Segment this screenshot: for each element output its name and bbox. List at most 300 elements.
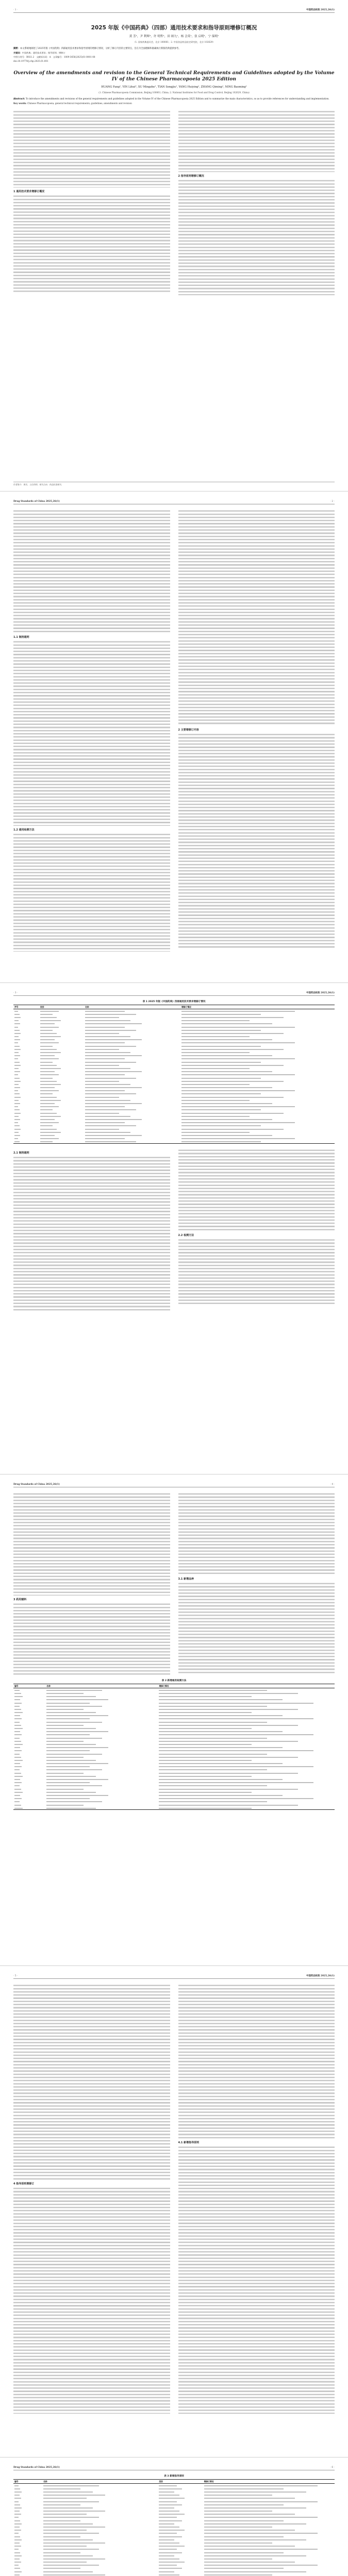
body-text-block: [178, 1149, 335, 1231]
page-number: · 4 ·: [330, 1483, 335, 1486]
text-placeholder: [14, 1728, 23, 1729]
section-heading: 2.1 制剂通则: [13, 1151, 29, 1155]
text-placeholder: [40, 1017, 57, 1018]
text-placeholder: [46, 1792, 96, 1793]
table-row: [13, 2516, 335, 2519]
table-title: 表 3 新增指导原则: [164, 2475, 184, 2478]
text-placeholder: [14, 1036, 19, 1037]
text-placeholder: [40, 1049, 57, 1050]
keywords-label: 关键词：: [13, 52, 22, 55]
text-placeholder: [85, 1097, 119, 1098]
text-placeholder: [14, 1706, 20, 1707]
text-placeholder: [14, 1100, 19, 1101]
table-cell: [203, 2516, 335, 2519]
body-text-block: [178, 1493, 335, 1575]
table-row: [13, 2564, 335, 2567]
text-placeholder: [40, 1036, 61, 1037]
text-placeholder: [204, 2485, 318, 2486]
text-placeholder: [14, 2511, 20, 2512]
text-placeholder: [85, 1062, 136, 1063]
text-placeholder: [40, 1125, 53, 1126]
table-cell: [13, 1688, 45, 1692]
text-placeholder: [14, 1116, 19, 1117]
text-placeholder: [159, 1731, 283, 1732]
text-placeholder: [204, 2492, 306, 2493]
text-placeholder: [14, 1712, 23, 1713]
english-authors: HUANG Fang¹, YIN Lihui², XU Mingzhe¹, TIAN Songjiu¹, YANG Huiying¹, ZHANG Qiming¹, NING Baoming¹: [101, 86, 247, 89]
text-placeholder: [85, 1052, 130, 1053]
text-placeholder: [46, 1754, 102, 1755]
text-placeholder: [14, 1119, 20, 1120]
text-placeholder: [159, 2565, 177, 2566]
text-placeholder: [159, 2549, 177, 2550]
text-placeholder: [181, 1090, 295, 1091]
text-placeholder: [14, 1792, 23, 1793]
text-placeholder: [14, 1055, 20, 1056]
text-placeholder: [14, 2549, 19, 2550]
text-placeholder: [14, 2488, 20, 2489]
table-cell: [45, 1806, 158, 1810]
running-header: [13, 990, 335, 996]
text-placeholder: [85, 1113, 119, 1114]
text-placeholder: [46, 1789, 84, 1790]
text-placeholder: [40, 1055, 55, 1056]
text-placeholder: [159, 1766, 313, 1767]
text-placeholder: [14, 1760, 23, 1761]
text-placeholder: [159, 2485, 177, 2486]
text-placeholder: [159, 1776, 252, 1777]
text-placeholder: [46, 1699, 108, 1700]
text-placeholder: [204, 2511, 272, 2512]
footnote: 作者简介：黄芳，主任药师；研究方向：药品标准研究: [13, 482, 335, 486]
table-row: [13, 2506, 335, 2509]
text-placeholder: [159, 1795, 283, 1796]
text-placeholder: [14, 1776, 23, 1777]
text-placeholder: [43, 2498, 87, 2499]
text-placeholder: [181, 1068, 250, 1069]
text-placeholder: [85, 1106, 125, 1107]
text-placeholder: [14, 1049, 21, 1050]
table-row: [13, 2497, 335, 2500]
text-placeholder: [40, 1087, 55, 1088]
text-placeholder: [159, 2517, 177, 2518]
text-placeholder: [14, 2498, 21, 2499]
text-placeholder: [43, 2549, 99, 2550]
text-placeholder: [159, 2536, 182, 2537]
text-placeholder: [181, 1023, 272, 1024]
text-placeholder: [14, 1046, 20, 1047]
text-placeholder: [14, 1709, 21, 1710]
table-cell: [158, 2484, 203, 2487]
text-placeholder: [14, 1129, 21, 1130]
text-placeholder: [14, 1097, 21, 1098]
text-placeholder: [46, 1744, 96, 1745]
text-placeholder: [159, 1725, 298, 1726]
text-placeholder: [159, 2562, 185, 2563]
body-columns: [13, 1984, 335, 2414]
text-placeholder: [85, 1049, 119, 1050]
text-placeholder: [204, 2574, 272, 2575]
body-text-block: [178, 179, 335, 295]
text-placeholder: [14, 1750, 22, 1751]
text-placeholder: [159, 1693, 298, 1694]
text-placeholder: [14, 2520, 20, 2521]
running-header: [13, 1973, 335, 1979]
text-placeholder: [14, 2527, 20, 2528]
text-placeholder: [181, 1125, 261, 1126]
table-row: [13, 1806, 335, 1810]
text-placeholder: [85, 1090, 125, 1091]
text-placeholder: [85, 1011, 125, 1012]
text-placeholder: [159, 2558, 179, 2560]
text-placeholder: [159, 2488, 182, 2489]
text-placeholder: [204, 2488, 284, 2489]
text-placeholder: [181, 1049, 284, 1050]
text-placeholder: [14, 2533, 19, 2534]
text-placeholder: [14, 1020, 19, 1021]
text-placeholder: [46, 1757, 84, 1758]
text-placeholder: [14, 1718, 22, 1719]
text-placeholder: [46, 1718, 90, 1719]
text-placeholder: [181, 1058, 295, 1059]
text-placeholder: [181, 1138, 295, 1139]
text-placeholder: [46, 1782, 90, 1783]
text-placeholder: [14, 1715, 20, 1716]
text-placeholder: [181, 1052, 250, 1053]
text-placeholder: [43, 2511, 105, 2512]
text-placeholder: [181, 1042, 295, 1043]
text-placeholder: [204, 2501, 318, 2502]
text-placeholder: [181, 1030, 261, 1031]
journal-issue: 中国药品标准 2025,26(1): [306, 992, 335, 994]
text-placeholder: [14, 1017, 21, 1018]
table-row: [13, 2561, 335, 2564]
text-placeholder: [14, 1789, 21, 1790]
text-placeholder: [46, 1766, 90, 1767]
text-placeholder: [14, 2558, 20, 2560]
section-heading: 1.2 通用检测方法: [13, 828, 35, 832]
text-placeholder: [14, 2507, 22, 2509]
table-cell: [203, 2573, 335, 2576]
table-cell: [158, 1765, 335, 1768]
table-row: [13, 2522, 335, 2525]
text-placeholder: [159, 2501, 177, 2502]
text-placeholder: [43, 2558, 105, 2560]
body-text-block: [13, 110, 170, 188]
text-placeholder: [46, 1690, 102, 1691]
table-header: 名称: [45, 1684, 158, 1688]
text-placeholder: [40, 1078, 53, 1079]
table-cell: [203, 2532, 335, 2535]
text-placeholder: [14, 1741, 21, 1742]
text-placeholder: [181, 1011, 295, 1012]
text-placeholder: [14, 1725, 21, 1726]
text-placeholder: [85, 1125, 136, 1126]
table-header: 名称: [42, 2480, 158, 2484]
body-text-block: [13, 1156, 170, 1311]
text-placeholder: [159, 2492, 174, 2493]
text-placeholder: [46, 1709, 84, 1710]
text-placeholder: [14, 2543, 20, 2544]
text-placeholder: [14, 2523, 22, 2524]
text-placeholder: [46, 1763, 108, 1764]
table-row: [13, 1723, 335, 1726]
text-placeholder: [14, 1734, 22, 1735]
text-placeholder: [46, 1750, 90, 1751]
text-placeholder: [181, 1093, 261, 1094]
text-placeholder: [181, 1141, 261, 1142]
text-placeholder: [40, 1138, 59, 1139]
text-placeholder: [14, 1065, 21, 1066]
abstract-label: 摘要：: [13, 47, 20, 50]
text-placeholder: [204, 2527, 272, 2528]
text-placeholder: [85, 1030, 136, 1031]
text-placeholder: [85, 1087, 142, 1088]
text-placeholder: [14, 1690, 20, 1691]
text-placeholder: [40, 1129, 57, 1130]
section-heading: 4.1 新增指导原则: [178, 2141, 200, 2144]
text-placeholder: [85, 1093, 136, 1094]
right-column: [178, 1149, 335, 1311]
text-placeholder: [85, 1141, 136, 1142]
text-placeholder: [46, 1734, 90, 1735]
table-header: 类别: [39, 1005, 84, 1009]
text-placeholder: [46, 1731, 108, 1732]
text-placeholder: [181, 1027, 295, 1028]
text-placeholder: [85, 1119, 142, 1120]
text-placeholder: [14, 1763, 20, 1764]
text-placeholder: [14, 1078, 20, 1079]
text-placeholder: [159, 2533, 177, 2534]
text-placeholder: [14, 1074, 18, 1075]
text-placeholder: [43, 2523, 93, 2524]
text-placeholder: [181, 1017, 284, 1018]
data-table: [13, 1005, 335, 1144]
text-placeholder: [159, 1769, 267, 1770]
text-placeholder: [159, 1744, 252, 1745]
body-text-block: [178, 110, 335, 172]
text-placeholder: [14, 1773, 21, 1774]
text-placeholder: [43, 2568, 80, 2569]
section-heading: 1 通用技术要求增修订概况: [13, 190, 45, 194]
text-placeholder: [159, 1785, 267, 1786]
text-placeholder: [14, 1093, 20, 1094]
table-row: [13, 2570, 335, 2573]
text-placeholder: [46, 1808, 96, 1809]
table-cell: [158, 1688, 335, 1692]
english-title: Overview of the amendments and revision to the General Technical Requirements and Guidelines adopted by the Volume IV of the Chinese Pharmacopoeia 2025 Edition: [13, 70, 335, 82]
text-placeholder: [14, 1769, 20, 1770]
text-placeholder: [204, 2539, 306, 2540]
text-placeholder: [159, 1805, 298, 1806]
text-placeholder: [43, 2555, 93, 2556]
text-placeholder: [46, 1696, 96, 1697]
text-placeholder: [181, 1074, 295, 1075]
page-number: · 3 ·: [13, 991, 18, 994]
page-3: [0, 983, 348, 1475]
text-placeholder: [204, 2507, 306, 2509]
text-placeholder: [14, 2485, 19, 2486]
text-placeholder: [40, 1103, 55, 1104]
text-placeholder: [14, 1087, 20, 1088]
page-number: · 5 ·: [13, 1974, 18, 1977]
section-heading: 3 药用辅料: [13, 1598, 27, 1601]
table-row: [13, 1707, 335, 1710]
text-placeholder: [159, 1757, 298, 1758]
text-placeholder: [46, 1738, 102, 1739]
text-placeholder: [85, 1081, 119, 1082]
text-placeholder: [14, 1766, 22, 1767]
text-placeholder: [14, 1757, 21, 1758]
text-placeholder: [46, 1747, 108, 1748]
text-placeholder: [43, 2574, 105, 2575]
text-placeholder: [43, 2539, 93, 2540]
text-placeholder: [204, 2498, 295, 2499]
keywords: [13, 52, 335, 55]
text-placeholder: [46, 1703, 90, 1704]
text-placeholder: [85, 1129, 119, 1130]
text-placeholder: [14, 1125, 20, 1126]
page-number: · 1 ·: [13, 8, 18, 11]
table-row: [13, 1733, 335, 1736]
text-placeholder: [14, 1744, 23, 1745]
text-placeholder: [204, 2520, 284, 2521]
text-placeholder: [159, 2504, 182, 2505]
text-placeholder: [43, 2562, 87, 2563]
table-cell: [13, 2573, 42, 2576]
text-placeholder: [181, 1100, 250, 1101]
text-placeholder: [43, 2495, 105, 2496]
table-cell: [158, 1717, 335, 1720]
text-placeholder: [181, 1046, 261, 1047]
text-placeholder: [159, 1763, 283, 1764]
text-placeholder: [43, 2533, 99, 2534]
text-placeholder: [204, 2504, 284, 2505]
text-placeholder: [181, 1106, 295, 1107]
text-placeholder: [181, 1062, 261, 1063]
text-placeholder: [40, 1113, 57, 1114]
text-placeholder: [159, 1754, 267, 1755]
journal-issue: 中国药品标准 2025,26(1): [306, 9, 335, 11]
text-placeholder: [85, 1078, 136, 1079]
text-placeholder: [14, 1132, 19, 1133]
text-placeholder: [204, 2549, 318, 2550]
body-text-block: [13, 195, 170, 293]
text-placeholder: [14, 1795, 20, 1796]
table-cell: [158, 1701, 335, 1704]
article-authors: 黄 芳¹，尹 利辉²，许 明哲¹，田 颂九¹，杨 会英¹，张 启明¹，宁 保明¹: [129, 35, 219, 38]
text-placeholder: [40, 1033, 57, 1034]
text-placeholder: [40, 1039, 55, 1040]
text-placeholder: [40, 1065, 57, 1066]
text-placeholder: [46, 1773, 84, 1774]
text-placeholder: [204, 2523, 306, 2524]
journal-issue: Drug Standards of China 2025,26(1): [13, 500, 60, 503]
text-placeholder: [43, 2507, 93, 2509]
table-row: [13, 2573, 335, 2576]
page-5: [0, 1966, 348, 2458]
body-text-block: [13, 1984, 170, 2180]
table-header: 编号: [13, 2480, 42, 2484]
table-cell: [203, 2500, 335, 2503]
text-placeholder: [181, 1103, 272, 1104]
english-keywords-label: Key words:: [13, 102, 27, 105]
text-placeholder: [159, 2546, 185, 2547]
table-cell: [13, 1009, 39, 1013]
text-placeholder: [159, 2571, 174, 2572]
section-heading: 2.2 检测方法: [178, 1233, 194, 1237]
table-title: 表 1 2025 年版《中国药典》四部通用技术要求增修订情况: [142, 1001, 206, 1003]
text-placeholder: [14, 2536, 20, 2537]
text-placeholder: [14, 1052, 19, 1053]
doi: doi:10.19778/j.chp.2025.01.001: [13, 60, 48, 63]
text-placeholder: [14, 1113, 21, 1114]
text-placeholder: [14, 1081, 21, 1082]
text-placeholder: [40, 1116, 61, 1117]
text-placeholder: [159, 1738, 267, 1739]
text-placeholder: [181, 1097, 284, 1098]
table-row: [13, 1749, 335, 1752]
text-placeholder: [14, 2568, 20, 2569]
text-placeholder: [43, 2543, 105, 2544]
table-cell: [84, 1009, 180, 1013]
text-placeholder: [159, 2495, 179, 2496]
text-placeholder: [14, 1722, 20, 1723]
text-placeholder: [14, 1747, 20, 1748]
text-placeholder: [181, 1084, 250, 1085]
keywords-text: 中国药典；通用技术要求；指导原则；增修订: [22, 52, 65, 55]
table-cell: [39, 1140, 84, 1144]
data-table: [13, 1684, 335, 1810]
table-header: 类别: [158, 2480, 203, 2484]
text-placeholder: [159, 1734, 313, 1735]
text-placeholder: [159, 1709, 298, 1710]
text-placeholder: [43, 2530, 87, 2531]
table-row: [13, 1009, 335, 1013]
running-header: [13, 499, 335, 504]
text-placeholder: [181, 1065, 284, 1066]
text-placeholder: [14, 2492, 22, 2493]
text-placeholder: [14, 1062, 20, 1063]
body-text-block: [178, 1582, 335, 1675]
text-placeholder: [85, 1046, 136, 1047]
text-placeholder: [85, 1132, 130, 1133]
text-placeholder: [159, 1690, 267, 1691]
table-row: [13, 1717, 335, 1720]
text-placeholder: [85, 1084, 130, 1085]
table-cell: [42, 2484, 158, 2487]
left-column: [13, 1984, 170, 2414]
data-table: [13, 2479, 335, 2576]
text-placeholder: [204, 2495, 272, 2496]
text-placeholder: [181, 1087, 272, 1088]
left-column: [13, 1493, 170, 1675]
text-placeholder: [40, 1109, 53, 1110]
text-placeholder: [14, 1011, 18, 1012]
text-placeholder: [159, 2552, 182, 2553]
text-placeholder: [14, 1027, 18, 1028]
text-placeholder: [14, 2562, 21, 2563]
table-cell: [158, 1781, 335, 1784]
text-placeholder: [14, 1023, 20, 1024]
text-placeholder: [85, 1014, 136, 1015]
table-row: [13, 1691, 335, 1694]
text-placeholder: [14, 2517, 19, 2518]
table-row: [13, 1797, 335, 1800]
table-row: [13, 2513, 335, 2516]
text-placeholder: [85, 1071, 142, 1072]
text-placeholder: [204, 2546, 295, 2547]
